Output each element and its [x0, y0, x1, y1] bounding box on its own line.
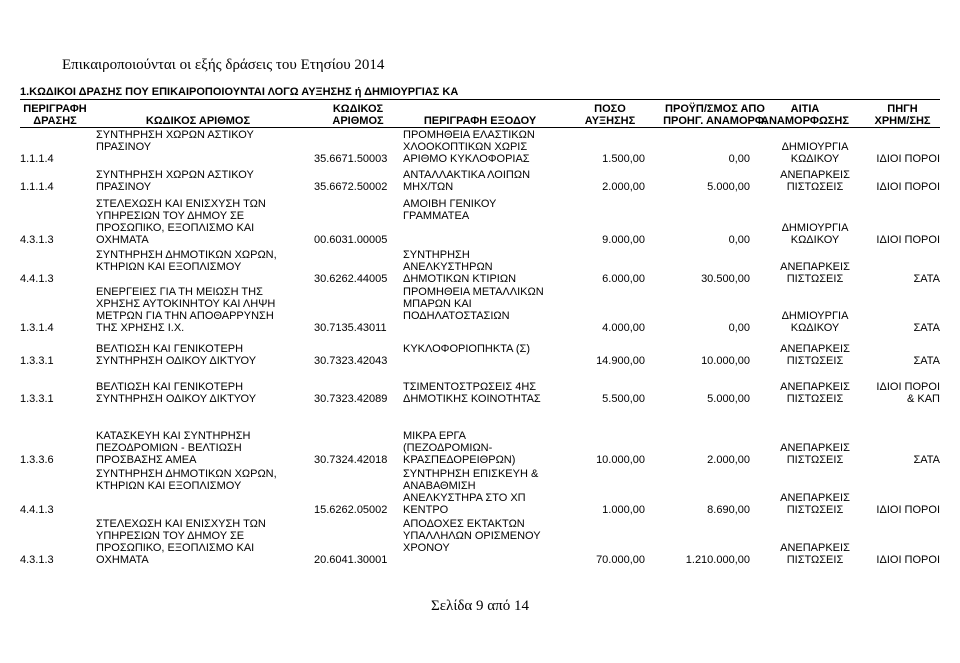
cell-desc [96, 381, 296, 405]
cell-increase [545, 454, 645, 466]
cell-line: ΙΔΙΟΙ ΠΟΡΟΙ [876, 234, 940, 246]
cell-line: ΔΗΜΙΟΥΡΓΙΑ [781, 141, 849, 153]
cell-source [855, 181, 940, 193]
cell-line: ΑΝΕΠΑΡΚΕΙΣ [780, 381, 850, 393]
header-account-number [318, 103, 398, 127]
cell-line: ΠΙΣΤΩΣΕΙΣ [786, 504, 844, 516]
cell-reason [760, 310, 870, 334]
cell-acct [314, 181, 400, 193]
section-heading: 1.ΚΩΔΙΚΟΙ ΔΡΑΣΗΣ ΠΟΥ ΕΠΙΚΑΙΡΟΠΟΙΟΥΝΤΑΙ ΛΟΓΩ ΑΥΞΗΣΗΣ ή ΔΗΜΙΟΥΡΓΙΑΣ ΚΑ [20, 86, 459, 98]
cell-line: ΠΙΣΤΩΣΕΙΣ [786, 393, 844, 405]
cell-line: ΣΑΤΑ [913, 454, 940, 466]
cell-line: ΔΗΜΟΤΙΚΩΝ ΚΤΙΡΙΩΝ [403, 273, 517, 285]
cell-increase [545, 322, 645, 334]
cell-line: ΚΩΔΙΚΟΥ [790, 322, 840, 334]
cell-source [855, 153, 940, 165]
cell-prev [645, 153, 750, 165]
cell-line: ΠΡΟΣΒΑΣΗΣ ΑΜΕΑ [96, 454, 197, 466]
cell-line: 30.500,00 [701, 273, 750, 285]
cell-line: 2.000,00 [707, 454, 750, 466]
cell-line: 5.000,00 [707, 393, 750, 405]
header-line: ΠΟΣΟ [594, 103, 626, 115]
cell-prev [645, 273, 750, 285]
header-line: ΑΝΑΜΟΡΦΩΣΗΣ [761, 115, 849, 127]
cell-expense [403, 286, 583, 322]
cell-line: ΚΤΗΡΙΩΝ ΚΑΙ ΕΞΟΠΛΙΣΜΟΥ [96, 261, 242, 273]
cell-line: ΣΥΝΤΗΡΗΣΗ ΟΔΙΚΟΥ ΔΙΚΤΥΟΥ [96, 393, 257, 405]
cell-line: 35.6672.50002 [314, 181, 388, 193]
cell-line: ΥΠΑΛΛΗΛΩΝ ΟΡΙΣΜΕΝΟΥ [403, 530, 541, 542]
cell-line: 14.900,00 [596, 355, 645, 367]
cell-desc [96, 430, 296, 466]
cell-line: ΠΙΣΤΩΣΕΙΣ [786, 554, 844, 566]
cell-desc [96, 198, 296, 246]
cell-line: ΤΗΣ ΧΡΗΣΗΣ Ι.Χ. [96, 322, 185, 334]
cell-line: ΟΧΗΜΑΤΑ [96, 554, 149, 566]
cell-line: 30.7323.42089 [314, 393, 388, 405]
header-divider [20, 99, 940, 100]
cell-line: 10.000,00 [596, 454, 645, 466]
cell-line: ΕΝΕΡΓΕΙΕΣ ΓΙΑ ΤΗ ΜΕΙΩΣΗ ΤΗΣ [96, 286, 263, 298]
cell-expense [403, 518, 583, 554]
cell-line: ΠΡΟΣΩΠΙΚΟ, ΕΞΟΠΛΙΣΜΟ ΚΑΙ [96, 542, 255, 554]
cell-line: 4.3.1.3 [20, 234, 54, 246]
cell-line: 4.4.1.3 [20, 273, 54, 285]
cell-prev [645, 322, 750, 334]
cell-code [20, 153, 82, 165]
cell-line: 1.3.3.1 [20, 355, 54, 367]
cell-line: 70.000,00 [596, 554, 645, 566]
cell-increase [545, 181, 645, 193]
cell-line: ΣΑΤΑ [913, 322, 940, 334]
cell-line: ΚΤΗΡΙΩΝ ΚΑΙ ΕΞΟΠΛΙΣΜΟΥ [96, 480, 242, 492]
header-line: ΠΗΓΗ [887, 103, 918, 115]
cell-reason [760, 141, 870, 165]
cell-line: ΚΥΚΛΟΦΟΡΙΟΠΗΚΤΑ (Σ) [403, 343, 531, 355]
cell-increase [545, 153, 645, 165]
cell-line: ΜΠΑΡΩΝ ΚΑΙ [403, 298, 472, 310]
cell-prev [645, 504, 750, 516]
cell-acct [314, 554, 400, 566]
cell-acct [314, 273, 400, 285]
cell-source [855, 381, 940, 405]
cell-line: 2.000,00 [602, 181, 645, 193]
cell-desc [96, 286, 296, 334]
cell-line: 35.6671.50003 [314, 153, 388, 165]
cell-line: 1.500,00 [602, 153, 645, 165]
cell-line: ΙΔΙΟΙ ΠΟΡΟΙ [876, 504, 940, 516]
cell-line: 1.1.1.4 [20, 181, 54, 193]
cell-line: 4.4.1.3 [20, 504, 54, 516]
cell-line: ΣΥΝΤΗΡΗΣΗ [403, 249, 470, 261]
cell-line: 30.7135.43011 [314, 322, 387, 334]
page-title: Επικαιροποιούνται οι εξής δράσεις του Ετησίου 2014 [62, 57, 385, 73]
cell-code [20, 454, 82, 466]
cell-line: ΧΡΟΝΟΥ [403, 542, 450, 554]
cell-line: ΣΥΝΤΗΡΗΣΗ ΕΠΙΣΚΕΥΗ & [403, 468, 539, 480]
cell-line: ΙΔΙΟΙ ΠΟΡΟΙ [876, 153, 940, 165]
header-line: ΠΕΡΙΓΡΑΦΗ [23, 103, 87, 115]
cell-line: ΑΝΕΠΑΡΚΕΙΣ [780, 261, 850, 273]
cell-increase [545, 393, 645, 405]
header-code: ΚΩΔΙΚΟΣ ΑΡΙΘΜΟΣ [145, 115, 251, 127]
cell-reason [760, 442, 870, 466]
cell-line: ΠΕΖΟΔΡΟΜΙΩΝ - ΒΕΛΤΙΩΣΗ [96, 442, 242, 454]
cell-line: ΠΙΣΤΩΣΕΙΣ [786, 273, 844, 285]
cell-source [855, 554, 940, 566]
cell-line: ΣΥΝΤΗΡΗΣΗ ΔΗΜΟΤΙΚΩΝ ΧΩΡΩΝ, [96, 249, 277, 261]
cell-line: ΠΡΟΜΗΘΕΙΑ ΜΕΤΑΛΛΙΚΩΝ [403, 286, 544, 298]
cell-line: ΙΔΙΟΙ ΠΟΡΟΙ [876, 554, 940, 566]
cell-reason [760, 169, 870, 193]
header-line: ΑΙΤΙΑ [790, 103, 820, 115]
cell-line: 9.000,00 [602, 234, 645, 246]
cell-line: ΣΥΝΤΗΡΗΣΗ ΔΗΜΟΤΙΚΩΝ ΧΩΡΩΝ, [96, 468, 277, 480]
cell-line: ΟΧΗΜΑΤΑ [96, 234, 149, 246]
cell-prev [645, 181, 750, 193]
header-action-description [20, 103, 90, 127]
cell-line: 1.210.000,00 [685, 554, 750, 566]
cell-reason [760, 492, 870, 516]
cell-expense [403, 198, 583, 222]
cell-reason [760, 381, 870, 405]
cell-code [20, 322, 82, 334]
cell-prev [645, 554, 750, 566]
cell-acct [314, 355, 400, 367]
cell-desc [96, 249, 296, 273]
cell-reason [760, 222, 870, 246]
cell-reason [760, 343, 870, 367]
cell-line: & ΚΑΠ [906, 393, 940, 405]
cell-line: ΣΑΤΑ [913, 355, 940, 367]
cell-line: 10.000,00 [701, 355, 750, 367]
cell-increase [545, 355, 645, 367]
header-line: ΠΡΟΗΓ. ΑΝΑΜΟΡΦ. [663, 115, 767, 127]
cell-line: 15.6262.05002 [314, 504, 388, 516]
cell-line: ΜΗΧ/ΤΩΝ [403, 181, 454, 193]
cell-line: 30.7323.42043 [314, 355, 388, 367]
cell-acct [314, 504, 400, 516]
cell-expense [403, 343, 583, 355]
cell-source [855, 322, 940, 334]
cell-desc [96, 518, 296, 566]
cell-line: ΓΡΑΜΜΑΤΕΑ [403, 210, 470, 222]
cell-code [20, 554, 82, 566]
cell-increase [545, 504, 645, 516]
cell-line: 6.000,00 [602, 273, 645, 285]
cell-line: ΚΕΝΤΡΟ [403, 504, 449, 516]
cell-code [20, 181, 82, 193]
cell-line: ΔΗΜΙΟΥΡΓΙΑ [781, 310, 849, 322]
cell-line: ΑΡΙΘΜΟ ΚΥΚΛΟΦΟΡΙΑΣ [403, 153, 530, 165]
cell-line: ΒΕΛΤΙΩΣΗ ΚΑΙ ΓΕΝΙΚΟΤΕΡΗ [96, 343, 244, 355]
cell-reason [760, 261, 870, 285]
cell-source [855, 273, 940, 285]
header-funding-source [865, 103, 940, 127]
cell-line: 4.3.1.3 [20, 554, 54, 566]
cell-prev [645, 234, 750, 246]
cell-line: ΠΡΑΣΙΝΟΥ [96, 141, 152, 153]
header-line: ΚΩΔΙΚΟΣ [332, 103, 384, 115]
cell-line: ΑΝΕΠΑΡΚΕΙΣ [780, 492, 850, 504]
cell-desc [96, 129, 296, 153]
cell-line: 1.3.3.1 [20, 393, 54, 405]
cell-line: ΣΥΝΤΗΡΗΣΗ ΟΔΙΚΟΥ ΔΙΚΤΥΟΥ [96, 355, 257, 367]
cell-line: ΚΑΤΑΣΚΕΥΗ ΚΑΙ ΣΥΝΤΗΡΗΣΗ [96, 430, 251, 442]
cell-increase [545, 273, 645, 285]
header-line: ΔΡΑΣΗΣ [33, 115, 77, 127]
cell-line: ΥΠΗΡΕΣΙΩΝ ΤΟΥ ΔΗΜΟΥ ΣΕ [96, 210, 245, 222]
cell-desc [96, 343, 296, 367]
cell-line: 5.500,00 [602, 393, 645, 405]
cell-line: ΙΔΙΟΙ ΠΟΡΟΙ [876, 181, 940, 193]
cell-line: 5.000,00 [707, 181, 750, 193]
cell-line: (ΠΕΖΟΔΡΟΜΙΩΝ- [403, 442, 493, 454]
cell-code [20, 355, 82, 367]
cell-line: 8.690,00 [707, 504, 750, 516]
cell-code [20, 393, 82, 405]
cell-line: ΣΥΝΤΗΡΗΣΗ ΧΩΡΩΝ ΑΣΤΙΚΟΥ [96, 129, 254, 141]
cell-line: ΠΟΔΗΛΑΤΟΣΤΑΣΙΩΝ [403, 310, 510, 322]
cell-desc [96, 468, 296, 492]
cell-prev [645, 355, 750, 367]
header-line: ΑΡΙΘΜΟΣ [332, 115, 384, 127]
cell-line: ΑΝΤΑΛΛΑΚΤΙΚΑ ΛΟΙΠΩΝ [403, 169, 531, 181]
cell-increase [545, 234, 645, 246]
header-line: ΑΥΞΗΣΗΣ [584, 115, 636, 127]
cell-line: ΠΙΣΤΩΣΕΙΣ [786, 355, 844, 367]
cell-acct [314, 393, 400, 405]
cell-line: ΒΕΛΤΙΩΣΗ ΚΑΙ ΓΕΝΙΚΟΤΕΡΗ [96, 381, 244, 393]
cell-line: 0,00 [728, 322, 750, 334]
cell-line: ΤΣΙΜΕΝΤΟΣΤΡΩΣΕΙΣ 4ΗΣ [403, 381, 537, 393]
header-line: ΧΡΗΜ/ΣΗΣ [874, 115, 931, 127]
cell-line: ΠΙΣΤΩΣΕΙΣ [786, 454, 844, 466]
cell-desc [96, 169, 296, 193]
page-number: Σελίδα 9 από 14 [431, 598, 529, 614]
cell-reason [760, 542, 870, 566]
cell-line: ΚΡΑΣΠΕΔΟΡΕΙΘΡΩΝ) [403, 454, 516, 466]
header-reason [750, 103, 860, 127]
cell-source [855, 234, 940, 246]
cell-line: 1.3.1.4 [20, 322, 54, 334]
cell-acct [314, 454, 400, 466]
cell-line: ΚΩΔΙΚΟΥ [790, 153, 840, 165]
cell-prev [645, 393, 750, 405]
cell-line: ΣΥΝΤΗΡΗΣΗ ΧΩΡΩΝ ΑΣΤΙΚΟΥ [96, 169, 254, 181]
cell-line: ΙΔΙΟΙ ΠΟΡΟΙ [876, 381, 940, 393]
cell-increase [545, 554, 645, 566]
cell-line: 4.000,00 [602, 322, 645, 334]
cell-line: ΑΝΕΠΑΡΚΕΙΣ [780, 343, 850, 355]
cell-line: ΜΕΤΡΩΝ ΓΙΑ ΤΗΝ ΑΠΟΘΑΡΡΥΝΣΗ [96, 310, 274, 322]
cell-line: ΠΡΟΣΩΠΙΚΟ, ΕΞΟΠΛΙΣΜΟ ΚΑΙ [96, 222, 255, 234]
cell-line: ΧΛΟΟΚΟΠΤΙΚΩΝ ΧΩΡΙΣ [403, 141, 528, 153]
cell-code [20, 234, 82, 246]
cell-line: ΜΙΚΡΑ ΕΡΓΑ [403, 430, 466, 442]
cell-line: ΑΝΕΠΑΡΚΕΙΣ [780, 169, 850, 181]
cell-line: 30.6262.44005 [314, 273, 388, 285]
cell-acct [314, 234, 400, 246]
cell-line: 1.1.1.4 [20, 153, 54, 165]
cell-line: ΧΡΗΣΗΣ ΑΥΤΟΚΙΝΗΤΟΥ ΚΑΙ ΛΗΨΗ [96, 298, 276, 310]
header-line: ΠΡΟΫΠ/ΣΜΟΣ ΑΠΟ [665, 103, 765, 115]
cell-line: ΑΝΕΛΚΥΣΤΗΡΑ ΣΤΟ ΧΠ [403, 492, 526, 504]
cell-line: ΑΠΟΔΟΧΕΣ ΕΚΤΑΚΤΩΝ [403, 518, 525, 530]
cell-line: ΠΙΣΤΩΣΕΙΣ [786, 181, 844, 193]
cell-source [855, 355, 940, 367]
cell-line: ΑΝΕΛΚΥΣΤΗΡΩΝ [403, 261, 493, 273]
cell-line: 0,00 [728, 153, 750, 165]
cell-acct [314, 153, 400, 165]
header-increase-amount [575, 103, 645, 127]
cell-line: ΣΑΤΑ [913, 273, 940, 285]
cell-line: 0,00 [728, 234, 750, 246]
cell-line: ΣΤΕΛΕΧΩΣΗ ΚΑΙ ΕΝΙΣΧΥΣΗ ΤΩΝ [96, 518, 266, 530]
cell-source [855, 504, 940, 516]
cell-line: ΥΠΗΡΕΣΙΩΝ ΤΟΥ ΔΗΜΟΥ ΣΕ [96, 530, 245, 542]
cell-line: ΣΤΕΛΕΧΩΣΗ ΚΑΙ ΕΝΙΣΧΥΣΗ ΤΩΝ [96, 198, 266, 210]
cell-line: 20.6041.30001 [314, 554, 388, 566]
cell-line: 30.7324.42018 [314, 454, 388, 466]
cell-line: ΔΗΜΟΤΙΚΗΣ ΚΟΙΝΟΤΗΤΑΣ [403, 393, 541, 405]
cell-line: ΑΝΕΠΑΡΚΕΙΣ [780, 442, 850, 454]
cell-line: 1.3.3.6 [20, 454, 54, 466]
header-expense-description: ΠΕΡΙΓΡΑΦΗ ΕΞΟΔΟΥ [423, 115, 537, 127]
cell-line: ΑΜΟΙΒΗ ΓΕΝΙΚΟΥ [403, 198, 497, 210]
cell-line: ΑΝΕΠΑΡΚΕΙΣ [780, 542, 850, 554]
cell-line: ΑΝΑΒΑΘΜΙΣΗ [403, 480, 476, 492]
cell-code [20, 504, 82, 516]
cell-acct [314, 322, 400, 334]
cell-line: ΠΡΟΜΗΘΕΙΑ ΕΛΑΣΤΙΚΩΝ [403, 129, 535, 141]
cell-source [855, 454, 940, 466]
header-divider [20, 127, 940, 128]
cell-prev [645, 454, 750, 466]
cell-line: ΔΗΜΙΟΥΡΓΙΑ [781, 222, 849, 234]
cell-line: 00.6031.00005 [314, 234, 388, 246]
cell-code [20, 273, 82, 285]
cell-line: ΠΡΑΣΙΝΟΥ [96, 181, 152, 193]
cell-line: ΚΩΔΙΚΟΥ [790, 234, 840, 246]
cell-line: 1.000,00 [602, 504, 645, 516]
